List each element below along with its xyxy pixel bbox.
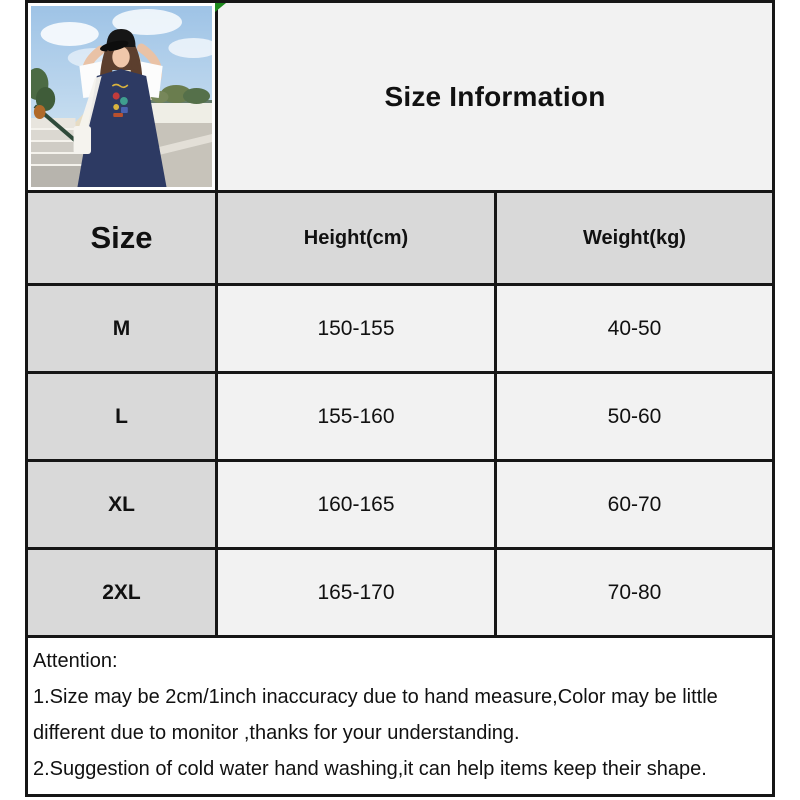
weight-value: 40-50 (497, 286, 772, 371)
size-label: XL (28, 462, 218, 547)
attention-section (28, 638, 772, 794)
size-label: L (28, 374, 218, 459)
table-row (28, 374, 772, 462)
table-row (28, 550, 772, 638)
column-header-size: Size (28, 193, 218, 283)
weight-value: 50-60 (497, 374, 772, 459)
attention-note-1: 1.Size may be 2cm/1inch inaccuracy due to hand measure,Color may be little different due to monitor ,thanks for your understanding. (33, 686, 718, 744)
green-corner-icon (215, 3, 226, 12)
model-photo-illustration (31, 6, 212, 187)
top-row (28, 3, 772, 193)
page-title: Size Information (384, 80, 606, 112)
size-chart-sheet (25, 0, 775, 797)
attention-title: Attention: (33, 650, 118, 672)
weight-value: 60-70 (497, 462, 772, 547)
title-cell (218, 3, 772, 190)
product-photo (28, 3, 218, 190)
size-label: 2XL (28, 550, 218, 635)
table-row (28, 462, 772, 550)
table-header-row (28, 193, 772, 286)
size-label: M (28, 286, 218, 371)
height-value: 155-160 (218, 374, 497, 459)
table-row (28, 286, 772, 374)
height-value: 165-170 (218, 550, 497, 635)
column-header-height: Height(cm) (218, 193, 497, 283)
attention-note-2: 2.Suggestion of cold water hand washing,it can help items keep their shape. (33, 758, 707, 780)
height-value: 150-155 (218, 286, 497, 371)
column-header-weight: Weight(kg) (497, 193, 772, 283)
height-value: 160-165 (218, 462, 497, 547)
weight-value: 70-80 (497, 550, 772, 635)
